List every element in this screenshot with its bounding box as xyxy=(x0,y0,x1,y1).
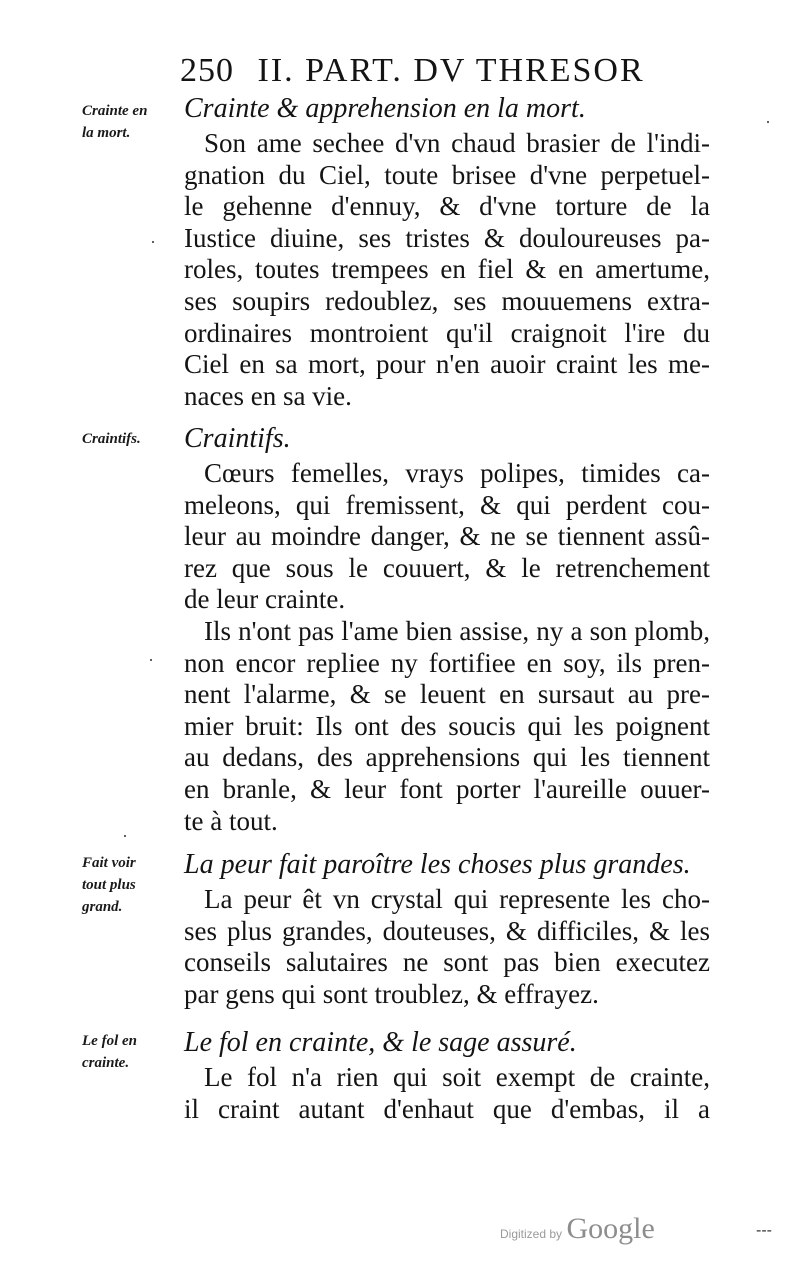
margin-note-le-fol xyxy=(82,1030,174,1074)
text-line: il craint autant d'enhaut que d'embas, il a xyxy=(184,1093,710,1124)
text-line: La peur êt vn crystal qui represente les cho- xyxy=(204,884,710,914)
text-line: naces en sa vie. xyxy=(184,380,352,411)
text-line: au dedans, des apprehensions qui les tiennent xyxy=(184,742,710,773)
margin-note-crainte-en-la-mort xyxy=(82,100,174,144)
section-heading: Craintifs. xyxy=(184,423,291,454)
text-line: Iustice diuine, ses tristes & douloureuses pa- xyxy=(184,222,710,253)
text-line: Cœurs femelles, vrays polipes, timides ca- xyxy=(204,458,710,488)
text-line: te à tout. xyxy=(184,805,278,836)
text-line: ses plus grandes, douteuses, & difficiles, & les xyxy=(184,915,710,946)
margin-note-craintifs xyxy=(82,428,174,450)
text-line: conseils salutaires ne sont pas bien executez xyxy=(184,947,710,978)
section-heading: Le fol en crainte, & le sage assuré. xyxy=(184,1027,577,1058)
text-line: de leur crainte. xyxy=(184,584,346,615)
paragraph xyxy=(184,1062,710,1125)
text-line: meleons, qui fremissent, & qui perdent cou- xyxy=(184,489,710,520)
page-number: 250 xyxy=(180,52,234,89)
text-line: Le fol n'a rien qui soit exempt de crainte, xyxy=(204,1062,710,1092)
paragraph xyxy=(184,884,710,1010)
watermark-prefix: Digitized by xyxy=(500,1227,563,1241)
text-line: mier bruit: Ils ont des soucis qui les poignent xyxy=(184,710,710,741)
section-peur xyxy=(184,846,710,1010)
margin-note-line: Fait voir xyxy=(82,855,136,871)
margin-note-line: Crainte en xyxy=(82,103,148,119)
text-line: gnation du Ciel, toute brisee d'vne perpetuel- xyxy=(184,159,710,190)
text-line: par gens qui sont troublez, & effrayez. xyxy=(184,978,599,1009)
paragraph xyxy=(184,128,710,412)
section-heading: Crainte & apprehension en la mort. xyxy=(184,93,586,124)
text-line: non encor repliee ny fortifiee en soy, ils pren- xyxy=(184,647,710,678)
section-crainte-mort xyxy=(184,90,710,412)
section-heading: La peur fait paroître les choses plus grandes. xyxy=(184,849,691,880)
paragraph xyxy=(184,458,710,616)
section-le-fol xyxy=(184,1024,710,1125)
margin-note-line: crainte. xyxy=(82,1055,130,1071)
margin-note-line: Le fol en xyxy=(82,1033,137,1049)
corner-mark: --- xyxy=(756,1222,772,1239)
text-line: en branle, & leur font porter l'aureille ouuer- xyxy=(184,773,710,804)
margin-note-line: tout plus xyxy=(82,877,136,893)
text-line: Ciel en sa mort, pour n'en auoir craint les me- xyxy=(184,349,710,380)
text-line: Ils n'ont pas l'ame bien assise, ny a son plomb, xyxy=(204,615,710,646)
margin-note-fait-voir xyxy=(82,852,174,918)
section-craintifs xyxy=(184,420,710,837)
stray-mark: · xyxy=(148,650,154,670)
text-line: ordinaires montroient qu'il craignoit l'ire du xyxy=(184,317,710,348)
stray-mark: · xyxy=(122,826,128,846)
margin-note-line: grand. xyxy=(82,899,123,915)
margin-note-line: la mort. xyxy=(82,125,131,141)
margin-note-line: Craintifs. xyxy=(82,431,141,447)
text-line: le gehenne d'ennuy, & d'vne torture de la xyxy=(184,191,710,222)
text-line: nent l'alarme, & se leuent en sursaut au pre- xyxy=(184,679,710,710)
text-line: Son ame sechee d'vn chaud brasier de l'indi- xyxy=(204,128,710,158)
watermark-brand: Google xyxy=(566,1212,655,1245)
text-line: rez que sous le couuert, & le retrenchement xyxy=(184,552,710,583)
text-line: roles, toutes trempees en fiel & en amertume, xyxy=(184,254,710,285)
text-line: leur au moindre danger, & ne se tiennent assû- xyxy=(184,521,710,552)
paragraph xyxy=(184,616,710,837)
stray-mark: · xyxy=(765,112,771,132)
running-title: II. PART. DV THRESOR xyxy=(257,52,645,89)
text-line: ses soupirs redoublez, ses mouuemens extra- xyxy=(184,285,710,316)
digitized-by-google-watermark xyxy=(500,1212,655,1246)
stray-mark: · xyxy=(150,232,156,252)
